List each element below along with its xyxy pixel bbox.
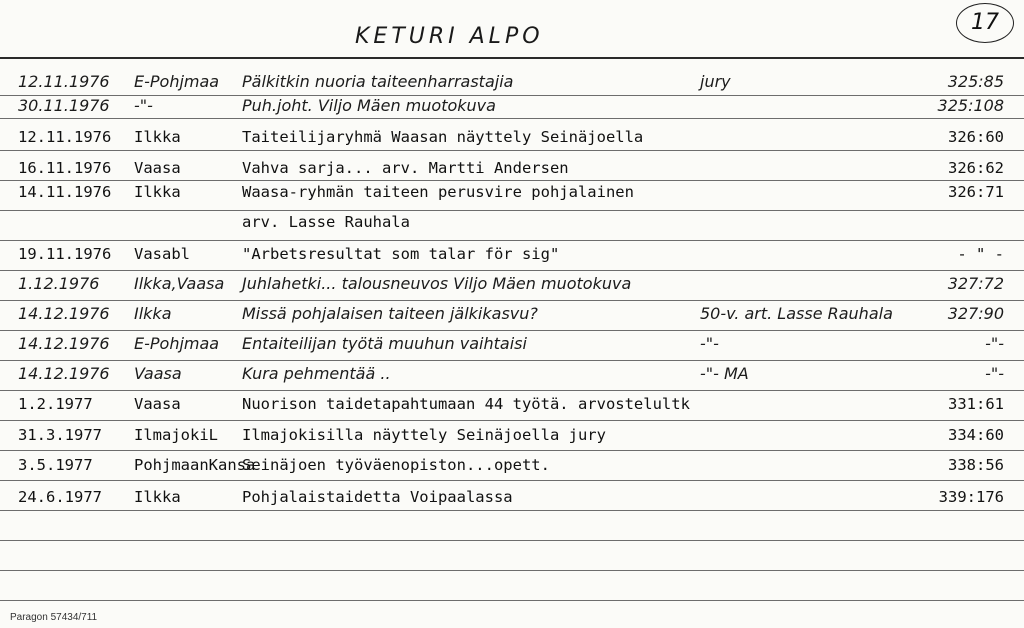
entry-text: Pohjalaistaidetta Voipaalassa	[242, 488, 513, 506]
entry-row	[0, 328, 1024, 356]
entry-paper: Vaasa	[134, 395, 181, 413]
entry-note: -"-	[700, 334, 719, 353]
ruled-line	[0, 150, 1024, 151]
entry-row	[0, 90, 1024, 118]
entry-paper: Vaasa	[134, 159, 181, 177]
entry-paper: Ilkka	[134, 304, 172, 323]
entry-date: 1.2.1977	[18, 395, 93, 413]
entry-paper: Vaasa	[134, 364, 182, 383]
entry-row	[0, 176, 1024, 204]
entry-text: arv. Lasse Rauhala	[242, 213, 410, 231]
entry-ref: -"-	[985, 334, 1004, 353]
ruled-line	[0, 570, 1024, 571]
entry-text: Ilmajokisilla näyttely Seinäjoella jury	[242, 426, 606, 444]
entry-ref: 327:72	[947, 274, 1004, 293]
entry-date: 14.12.1976	[18, 334, 110, 353]
entry-date: 30.11.1976	[18, 96, 110, 115]
entry-ref: 339:176	[938, 488, 1004, 506]
ruled-line	[0, 540, 1024, 541]
entry-paper: Vasabl	[134, 245, 190, 263]
entry-row	[0, 298, 1024, 326]
entry-row	[0, 449, 1024, 477]
entry-paper: Ilkka	[134, 183, 181, 201]
card-number-circle: 17	[956, 3, 1014, 43]
entry-ref: 326:62	[948, 159, 1004, 177]
entry-text: Pälkitkin nuoria taiteenharrastajia	[242, 72, 514, 91]
entry-text: Puh.joht. Viljo Mäen muotokuva	[242, 96, 496, 115]
entry-note: 50-v. art. Lasse Rauhala	[700, 304, 893, 323]
entry-ref: 327:90	[947, 304, 1004, 323]
entry-date: 14.12.1976	[18, 364, 110, 383]
entry-paper: -"-	[134, 96, 153, 115]
ruled-line	[0, 510, 1024, 511]
entry-paper: PohjmaanKansa	[134, 456, 256, 474]
entry-date: 16.11.1976	[18, 159, 112, 177]
entry-date: 14.11.1976	[18, 183, 112, 201]
entry-date: 3.5.1977	[18, 456, 93, 474]
entry-ref: 331:61	[948, 395, 1004, 413]
entry-paper: E-Pohjmaa	[134, 72, 220, 91]
entry-text: Nuorison taidetapahtumaan 44 työtä. arvostelultk	[242, 395, 690, 413]
entry-ref: 326:60	[948, 128, 1004, 146]
entry-row	[0, 388, 1024, 416]
card-title: KETURI ALPO	[355, 24, 544, 49]
entry-paper: Ilkka	[134, 488, 181, 506]
entry-note: -"- MA	[700, 364, 749, 383]
entry-date: 24.6.1977	[18, 488, 102, 506]
entry-text: Entaiteilijan työtä muuhun vaihtaisi	[242, 334, 527, 353]
entry-text: Missä pohjalaisen taiteen jälkikasvu?	[242, 304, 538, 323]
entry-ref: 326:71	[948, 183, 1004, 201]
entry-date: 19.11.1976	[18, 245, 112, 263]
entry-date: 1.12.1976	[18, 274, 100, 293]
entry-paper: IlmajokiL	[134, 426, 218, 444]
entry-date: 31.3.1977	[18, 426, 102, 444]
entry-ref: 334:60	[948, 426, 1004, 444]
entry-paper: Ilkka	[134, 128, 181, 146]
entry-ref: 338:56	[948, 456, 1004, 474]
header-rule	[0, 57, 1024, 59]
entry-text: Vahva sarja... arv. Martti Andersen	[242, 159, 569, 177]
printer-imprint: Paragon 57434/711	[10, 612, 98, 623]
entry-row	[0, 419, 1024, 447]
entry-note: jury	[700, 72, 731, 91]
entry-date: 14.12.1976	[18, 304, 110, 323]
entry-row	[0, 206, 1024, 234]
entry-row	[0, 238, 1024, 266]
entry-row	[0, 481, 1024, 509]
entry-row	[0, 268, 1024, 296]
entry-ref: 325:108	[937, 96, 1004, 115]
entry-date: 12.11.1976	[18, 72, 110, 91]
entry-paper: E-Pohjmaa	[134, 334, 220, 353]
entry-text: Juhlahetki... talousneuvos Viljo Mäen muotokuva	[242, 274, 632, 293]
ruled-line	[0, 600, 1024, 601]
entry-text: Waasa-ryhmän taiteen perusvire pohjalainen	[242, 183, 634, 201]
ruled-line	[0, 118, 1024, 119]
entry-text: "Arbetsresultat som talar för sig"	[242, 245, 560, 263]
entry-ref: -"-	[985, 364, 1004, 383]
entry-date: 12.11.1976	[18, 128, 112, 146]
entry-text: Seinäjoen työväenopiston...opett.	[242, 456, 550, 474]
entry-ref: 325:85	[947, 72, 1004, 91]
entry-text: Taiteilijaryhmä Waasan näyttely Seinäjoella	[242, 128, 644, 146]
entry-text: Kura pehmentää ..	[242, 364, 391, 383]
entry-ref: - " -	[957, 245, 1004, 263]
entry-paper: Ilkka,Vaasa	[134, 274, 225, 293]
entry-row	[0, 121, 1024, 149]
entry-row	[0, 358, 1024, 386]
